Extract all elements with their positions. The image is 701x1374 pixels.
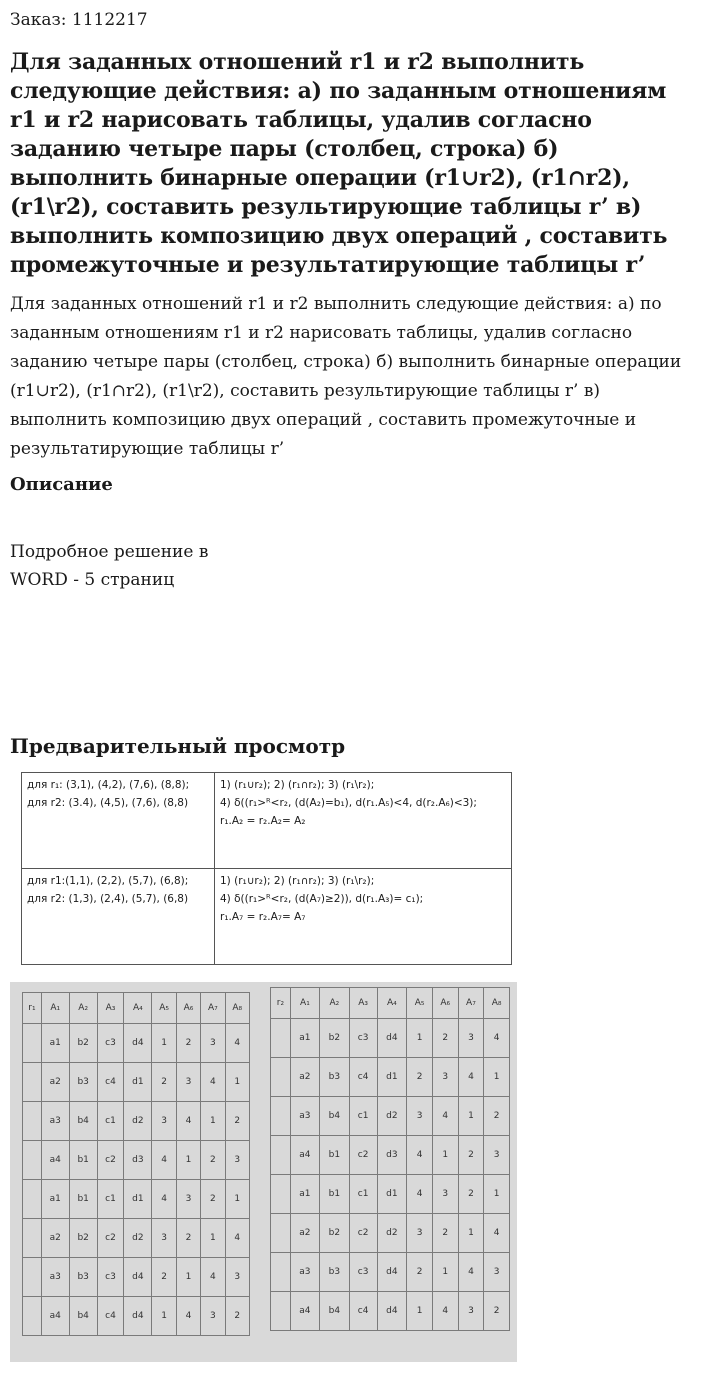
grid-cell: c4 (349, 1058, 377, 1097)
grid-cell: 4 (458, 1058, 484, 1097)
ops-line: 1) (r₁∪r₂); 2) (r₁∩r₂); 3) (r₁\r₂); (220, 875, 375, 887)
grid-header-cell: A₂ (320, 988, 350, 1019)
grid-cell: 1 (484, 1058, 510, 1097)
grid-cell: 3 (152, 1102, 176, 1141)
grid-cell: c4 (349, 1292, 377, 1331)
grid-cell (23, 1102, 42, 1141)
task-pairs-cell (22, 869, 215, 965)
grid-cell: b3 (320, 1058, 350, 1097)
grid-cell: b3 (69, 1258, 97, 1297)
grid-cell (23, 1258, 42, 1297)
grid-cell: b4 (69, 1102, 97, 1141)
grid-cell: 2 (407, 1253, 433, 1292)
grid-cell: a3 (290, 1253, 319, 1292)
preview-photo (10, 982, 517, 1362)
grid-header-cell: A₄ (377, 988, 407, 1019)
grid-header-cell: A₃ (97, 993, 123, 1024)
grid-cell: 4 (225, 1219, 249, 1258)
grid-cell: b1 (320, 1175, 350, 1214)
grid-header-cell: A₄ (124, 993, 152, 1024)
grid-cell: 2 (201, 1180, 225, 1219)
grid-cell: 4 (407, 1175, 433, 1214)
task-pairs-cell (22, 773, 215, 869)
grid-cell: 1 (152, 1024, 176, 1063)
grid-cell: d2 (377, 1097, 407, 1136)
grid-header-cell: r₂ (271, 988, 291, 1019)
grid-row (23, 1024, 250, 1063)
grid-cell: 4 (484, 1214, 510, 1253)
grid-cell: 2 (432, 1019, 458, 1058)
grid-cell: 2 (407, 1058, 433, 1097)
grid-cell: 2 (484, 1292, 510, 1331)
grid-cell: 3 (225, 1141, 249, 1180)
grid-row (271, 1019, 510, 1058)
grid-row (23, 1258, 250, 1297)
grid-cell: a2 (290, 1214, 319, 1253)
preview-heading: Предварительный просмотр (10, 734, 346, 758)
grid-cell: 3 (176, 1180, 200, 1219)
grid-cell: c3 (349, 1019, 377, 1058)
grid-cell: b4 (69, 1297, 97, 1336)
ops-line: 4) δ((r₁>ᴿ<r₂, (d(A₂)=b₁), d(r₁.A₅)<4, d(r₂.A₆)<3); (220, 797, 477, 809)
grid-cell: d1 (377, 1058, 407, 1097)
grid-header-cell: A₅ (407, 988, 433, 1019)
grid-cell: c2 (97, 1219, 123, 1258)
grid-row (23, 1297, 250, 1336)
grid-cell: 4 (225, 1024, 249, 1063)
grid-cell: 2 (225, 1297, 249, 1336)
grid-cell: d2 (124, 1102, 152, 1141)
description-line: Подробное решение в (10, 542, 209, 562)
grid-cell (271, 1292, 291, 1331)
grid-cell: 1 (407, 1292, 433, 1331)
grid-cell (271, 1136, 291, 1175)
grid-cell: d1 (124, 1180, 152, 1219)
grid-cell: a1 (290, 1175, 319, 1214)
grid-cell: 3 (152, 1219, 176, 1258)
grid-cell: 4 (201, 1258, 225, 1297)
grid-row (23, 1219, 250, 1258)
task-variants-table (21, 772, 512, 965)
grid-cell: 1 (201, 1102, 225, 1141)
grid-cell: c3 (349, 1253, 377, 1292)
task-row (22, 773, 512, 869)
grid-cell: 2 (458, 1175, 484, 1214)
page-title: Для заданных отношений r1 и r2 выполнить следующие действия: а) по заданным отношениям r1 и r2 нарисовать таблицы, удалив согласно заданию четыре пары (столбец, строка) б) выполнить бинарные операции (r1∪r2), (r1∩r2), (r1\r2), составить результирующие таблицы r’ в) выполнить композицию двух операций , составить промежуточные и результатирующие таблицы r’ (10, 49, 668, 278)
grid-header-cell: A₁ (41, 993, 69, 1024)
ops-line: r₁.A₇ = r₂.A₇= A₇ (220, 911, 306, 923)
grid-header-cell: A₇ (458, 988, 484, 1019)
grid-cell: a4 (41, 1297, 69, 1336)
grid-cell: 2 (176, 1219, 200, 1258)
grid-cell: 2 (484, 1097, 510, 1136)
grid-cell: c3 (97, 1024, 123, 1063)
grid-cell: d4 (377, 1292, 407, 1331)
grid-cell: 4 (432, 1097, 458, 1136)
grid-cell: b3 (320, 1253, 350, 1292)
grid-cell: c4 (97, 1297, 123, 1336)
grid-cell: b2 (320, 1214, 350, 1253)
grid-cell: 1 (152, 1297, 176, 1336)
grid-cell: 2 (152, 1258, 176, 1297)
grid-row (23, 1180, 250, 1219)
grid-cell (23, 1180, 42, 1219)
grid-cell: 1 (225, 1063, 249, 1102)
grid-cell: 1 (484, 1175, 510, 1214)
grid-cell: 3 (201, 1297, 225, 1336)
grid-row (271, 1136, 510, 1175)
grid-cell: 3 (458, 1292, 484, 1331)
grid-cell: d1 (124, 1063, 152, 1102)
grid-cell: 1 (432, 1136, 458, 1175)
grid-cell: b2 (69, 1024, 97, 1063)
grid-cell: d4 (377, 1019, 407, 1058)
grid-header-cell: A₇ (201, 993, 225, 1024)
grid-cell: 3 (432, 1175, 458, 1214)
grid-row (271, 1292, 510, 1331)
grid-header-cell: A₂ (69, 993, 97, 1024)
grid-cell: 3 (201, 1024, 225, 1063)
grid-cell: b3 (69, 1063, 97, 1102)
task-intro: Для заданных отношений r1 и r2 выполнить следующие действия: а) по заданным отношениям r1 и r2 нарисовать таблицы, удалив согласно заданию четыре пары (столбец, строка) б) выполнить бинарные операции (r1∪r2), (r1∩r2), (r1\r2), составить результирующие таблицы r’ в) выполнить композицию двух операций , составить промежуточные и результатирующие таблицы r’ (10, 294, 682, 459)
grid-cell: a4 (41, 1141, 69, 1180)
grid-cell: d2 (124, 1219, 152, 1258)
grid-cell: c2 (349, 1136, 377, 1175)
grid-cell: 3 (458, 1019, 484, 1058)
grid-cell: d3 (377, 1136, 407, 1175)
grid-cell (271, 1253, 291, 1292)
grid-cell: b2 (320, 1019, 350, 1058)
relation-r1-table (22, 992, 250, 1336)
grid-cell: 1 (458, 1097, 484, 1136)
grid-cell: 2 (176, 1024, 200, 1063)
grid-cell: 2 (225, 1102, 249, 1141)
grid-cell: 2 (152, 1063, 176, 1102)
grid-cell: d4 (124, 1024, 152, 1063)
grid-header-cell: A₆ (176, 993, 200, 1024)
grid-cell: d3 (124, 1141, 152, 1180)
grid-cell: d2 (377, 1214, 407, 1253)
grid-cell: d4 (377, 1253, 407, 1292)
grid-cell: 3 (407, 1097, 433, 1136)
grid-cell: c4 (97, 1063, 123, 1102)
grid-cell: 3 (225, 1258, 249, 1297)
grid-cell (271, 1019, 291, 1058)
description-heading: Описание (10, 474, 113, 495)
grid-cell: b2 (69, 1219, 97, 1258)
grid-cell: 2 (432, 1214, 458, 1253)
grid-cell: 4 (407, 1136, 433, 1175)
grid-cell: a1 (41, 1024, 69, 1063)
grid-cell: 4 (484, 1019, 510, 1058)
grid-cell: 4 (152, 1141, 176, 1180)
grid-row (23, 1141, 250, 1180)
grid-cell: 1 (176, 1258, 200, 1297)
grid-row (23, 1102, 250, 1141)
grid-header-cell: A₁ (290, 988, 319, 1019)
relation-r2-table (270, 987, 510, 1331)
grid-cell (271, 1097, 291, 1136)
grid-row (271, 1058, 510, 1097)
grid-header-row (271, 988, 510, 1019)
description-line: WORD - 5 страниц (10, 570, 175, 590)
grid-cell: 1 (458, 1214, 484, 1253)
grid-cell: 4 (432, 1292, 458, 1331)
grid-cell (271, 1058, 291, 1097)
grid-cell: a2 (41, 1063, 69, 1102)
grid-cell: 1 (201, 1219, 225, 1258)
grid-cell: 3 (432, 1058, 458, 1097)
grid-cell: c2 (97, 1141, 123, 1180)
grid-cell: a1 (290, 1019, 319, 1058)
grid-cell: a3 (41, 1102, 69, 1141)
grid-cell: c3 (97, 1258, 123, 1297)
ops-line: 4) δ((r₁>ᴿ<r₂, (d(A₇)≥2)), d(r₁.A₃)= c₁); (220, 893, 424, 905)
grid-cell: 4 (176, 1102, 200, 1141)
grid-header-row (23, 993, 250, 1024)
grid-cell (23, 1063, 42, 1102)
grid-cell: a2 (290, 1058, 319, 1097)
ops-line: 1) (r₁∪r₂); 2) (r₁∩r₂); 3) (r₁\r₂); (220, 779, 375, 791)
grid-cell: b4 (320, 1292, 350, 1331)
grid-cell: a4 (290, 1292, 319, 1331)
grid-cell (23, 1141, 42, 1180)
grid-cell: a4 (290, 1136, 319, 1175)
grid-cell: 3 (407, 1214, 433, 1253)
grid-cell: a2 (41, 1219, 69, 1258)
grid-cell: a3 (290, 1097, 319, 1136)
grid-cell: b1 (69, 1180, 97, 1219)
grid-cell: 4 (152, 1180, 176, 1219)
grid-cell: 4 (458, 1253, 484, 1292)
grid-cell: a3 (41, 1258, 69, 1297)
grid-cell: 3 (484, 1253, 510, 1292)
grid-cell: d4 (124, 1297, 152, 1336)
grid-cell: c1 (349, 1175, 377, 1214)
task-row (22, 869, 512, 965)
pairs-r2: для r2: (3.4), (4,5), (7,6), (8,8) (27, 797, 189, 809)
grid-cell: 4 (201, 1063, 225, 1102)
order-number: Заказ: 1112217 (10, 10, 148, 30)
grid-row (271, 1175, 510, 1214)
grid-header-cell: A₆ (432, 988, 458, 1019)
grid-cell: c1 (97, 1180, 123, 1219)
grid-cell: 1 (225, 1180, 249, 1219)
grid-header-cell: A₈ (225, 993, 249, 1024)
grid-cell (23, 1024, 42, 1063)
grid-cell: 3 (484, 1136, 510, 1175)
ops-line: r₁.A₂ = r₂.A₂= A₂ (220, 815, 306, 827)
grid-cell: 1 (407, 1019, 433, 1058)
grid-cell: 4 (176, 1297, 200, 1336)
grid-cell (271, 1214, 291, 1253)
grid-cell: c1 (349, 1097, 377, 1136)
grid-cell: 1 (176, 1141, 200, 1180)
grid-header-cell: A₈ (484, 988, 510, 1019)
pairs-r1: для r1:(1,1), (2,2), (5,7), (6,8); (27, 875, 189, 887)
grid-cell: d4 (124, 1258, 152, 1297)
grid-cell: 3 (176, 1063, 200, 1102)
grid-cell: d1 (377, 1175, 407, 1214)
grid-cell: b1 (320, 1136, 350, 1175)
grid-cell (271, 1175, 291, 1214)
grid-cell: 2 (201, 1141, 225, 1180)
grid-cell: 1 (432, 1253, 458, 1292)
grid-cell: a1 (41, 1180, 69, 1219)
grid-row (23, 1063, 250, 1102)
grid-row (271, 1214, 510, 1253)
grid-header-cell: r₁ (23, 993, 42, 1024)
grid-cell: 2 (458, 1136, 484, 1175)
grid-row (271, 1253, 510, 1292)
grid-cell: c1 (97, 1102, 123, 1141)
grid-header-cell: A₅ (152, 993, 176, 1024)
task-ops-cell (215, 869, 512, 965)
grid-cell: b1 (69, 1141, 97, 1180)
grid-cell (23, 1297, 42, 1336)
grid-header-cell: A₃ (349, 988, 377, 1019)
grid-row (271, 1097, 510, 1136)
description-text (10, 538, 208, 594)
pairs-r1: для r₁: (3,1), (4,2), (7,6), (8,8); (27, 779, 190, 791)
task-ops-cell (215, 773, 512, 869)
grid-cell: c2 (349, 1214, 377, 1253)
pairs-r2: для r2: (1,3), (2,4), (5,7), (6,8) (27, 893, 189, 905)
grid-cell (23, 1219, 42, 1258)
grid-cell: b4 (320, 1097, 350, 1136)
